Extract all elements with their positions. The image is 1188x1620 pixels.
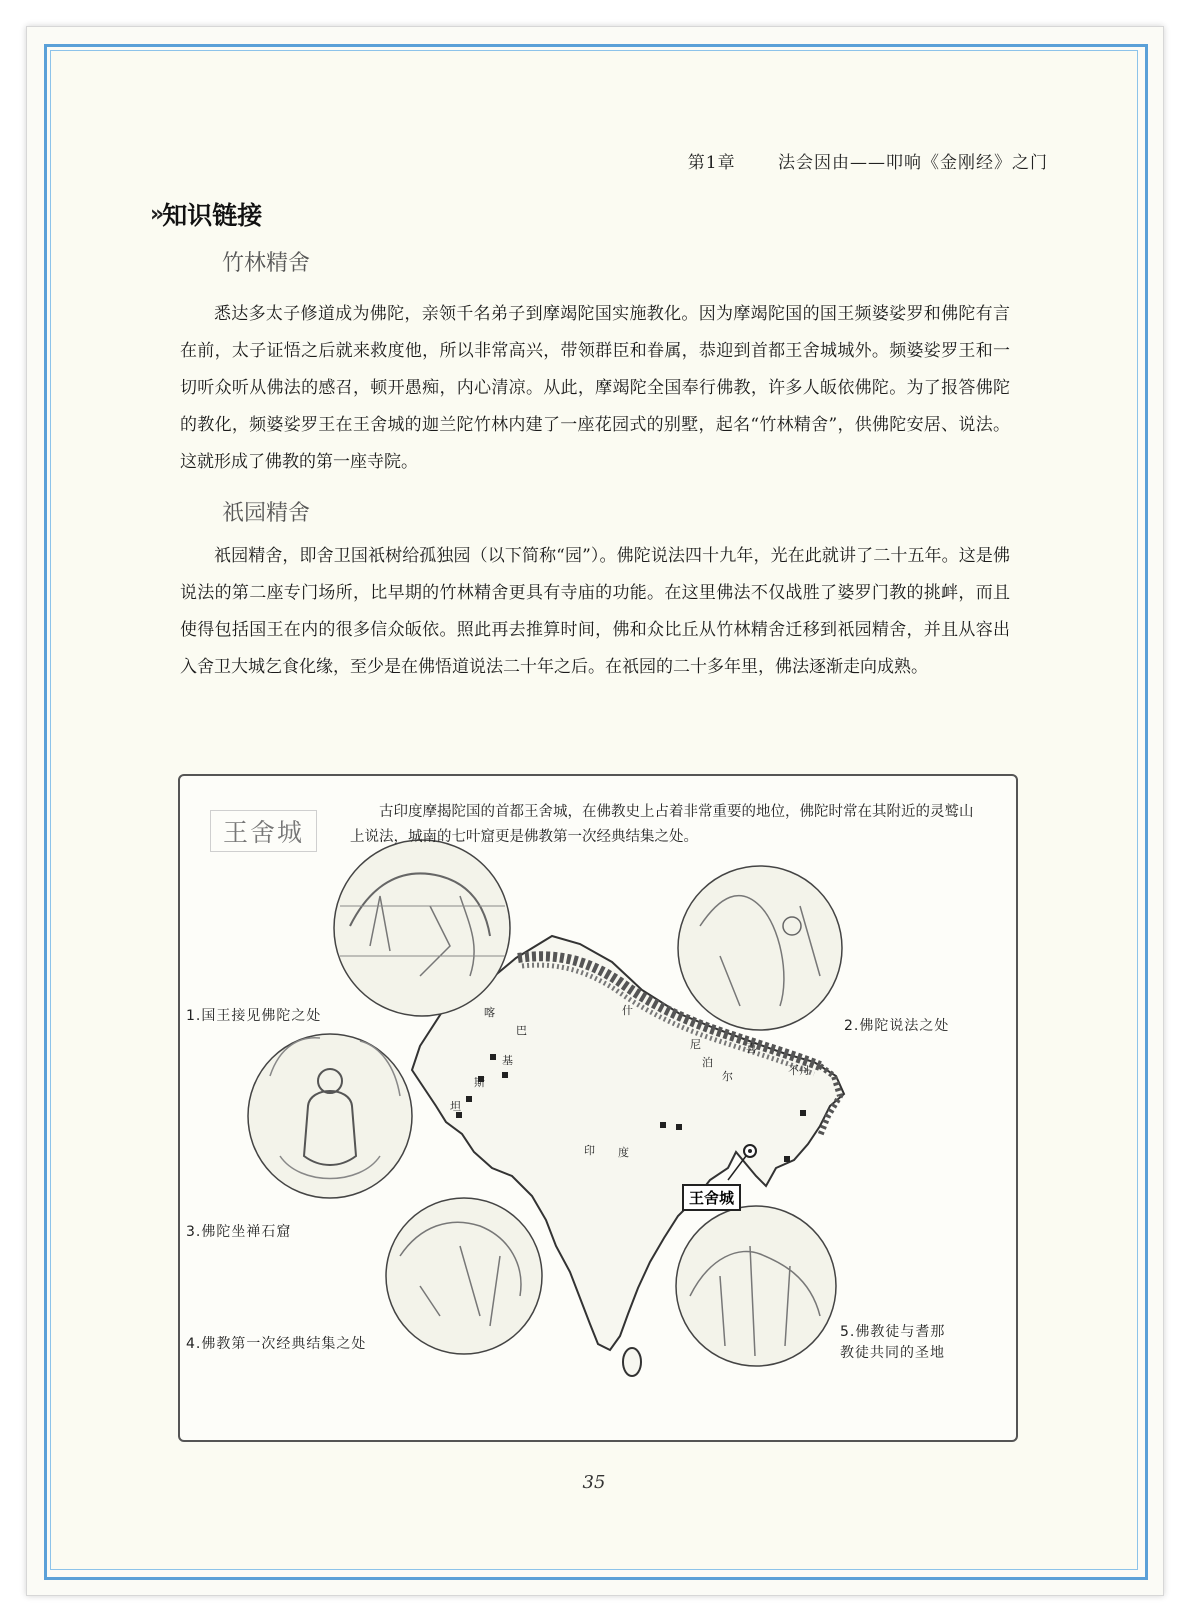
scene-circle-1: [334, 840, 510, 1016]
site-marker: [676, 1124, 682, 1130]
map-label-nepal: 泊: [702, 1056, 713, 1069]
jetavana-paragraph: 祇园精舍，即舍卫国祇树给孤独园（以下简称“园”）。佛陀说法四十九年，光在此就讲了二十五年。这是佛说法的第二座专门场所，比早期的竹林精舍更具有寺庙的功能。在这里佛法不仅战胜了婆罗门教的挑衅，而且使得包括国王在内的很多信众皈依。照此再去推算时间，佛和众比丘从竹林精舍迁移到祇园精舍，并且从容出入舍卫大城乞食化缘，至少是在佛悟道说法二十年之后。在祇园的二十多年里，佛法逐渐走向成熟。: [180, 546, 1010, 677]
site-marker: [660, 1122, 666, 1128]
map-label-bhutan: 不丹: [788, 1064, 810, 1077]
scene-circle-4: [386, 1198, 542, 1354]
scene-circle-2: [678, 866, 842, 1030]
rajagriha-figure: [178, 774, 1018, 1442]
chapter-title: 法会因由——叩响《金刚经》之门: [778, 153, 1048, 173]
map-label-kashmir: 喀: [484, 1006, 495, 1019]
bamboo-grove-title: 竹林精舍: [222, 251, 311, 276]
map-label-himalaya: 喜: [746, 1042, 757, 1055]
map-label-nepal: 尼: [690, 1038, 701, 1051]
rajagriha-city-label: 王舍城: [682, 1184, 741, 1211]
map-label-india: 度: [618, 1146, 629, 1159]
scene-caption-3: 3.佛陀坐禅石窟: [186, 1224, 292, 1240]
scene-caption-1: 1.国王接见佛陀之处: [186, 1008, 322, 1024]
jetavana-title: 祇园精舍: [222, 501, 311, 526]
map-label-pakistan: 坦: [450, 1100, 461, 1113]
map-label-nepal: 什: [622, 1004, 633, 1017]
bamboo-grove-paragraph: 悉达多太子修道成为佛陀，亲领千名弟子到摩竭陀国实施教化。因为摩竭陀国的国王频婆娑罗和佛陀有言在前，太子证悟之后就来救度他，所以非常高兴，带领群臣和眷属，恭迎到首都王舍城城外。频婆娑罗王和一切听众听从佛法的感召，顿开愚痴，内心清凉。从此，摩竭陀全国奉行佛教，许多人皈依佛陀。为了报答佛陀的教化，频婆娑罗王在王舍城的迦兰陀竹林内建了一座花园式的别墅，起名“竹林精舍”，供佛陀安居、说法。这就形成了佛教的第一座寺院。: [180, 304, 1010, 472]
map-label-pakistan: 巴: [516, 1024, 527, 1037]
site-marker: [502, 1072, 508, 1078]
page-number: 35: [582, 1472, 606, 1493]
site-marker: [490, 1054, 496, 1060]
site-marker: [466, 1096, 472, 1102]
scene-caption-5: [840, 1322, 945, 1364]
scene-caption-2: 2.佛陀说法之处: [844, 1018, 950, 1034]
map-label-nepal: 尔: [722, 1070, 733, 1083]
scene-circle-5: [676, 1206, 836, 1366]
scene-caption-5-line2: 教徒共同的圣地: [840, 1345, 945, 1361]
running-header: [688, 148, 1048, 173]
sri-lanka: [623, 1348, 641, 1376]
chapter-number: 第1章: [687, 153, 736, 173]
scene-circle-3: [248, 1034, 412, 1198]
scene-caption-4: 4.佛教第一次经典结集之处: [186, 1336, 367, 1352]
figure-caption: 古印度摩揭陀国的首都王舍城，在佛教史上占着非常重要的地位，佛陀时常在其附近的灵鹫山上说法，城南的七叶窟更是佛教第一次经典结集之处。: [350, 804, 974, 845]
scene-caption-5-line1: 5.佛教徒与耆那: [840, 1324, 946, 1340]
map-label-pakistan: 基: [502, 1054, 513, 1067]
figure-title-label: 王舍城: [210, 810, 317, 852]
section-heading-text: 知识链接: [162, 201, 263, 230]
double-chevron-icon: »: [150, 201, 159, 227]
map-label-pakistan: 斯: [474, 1076, 485, 1089]
site-marker: [800, 1110, 806, 1116]
map-label-india: 印: [584, 1144, 595, 1157]
site-marker: [784, 1156, 790, 1162]
section-heading: [150, 196, 262, 232]
